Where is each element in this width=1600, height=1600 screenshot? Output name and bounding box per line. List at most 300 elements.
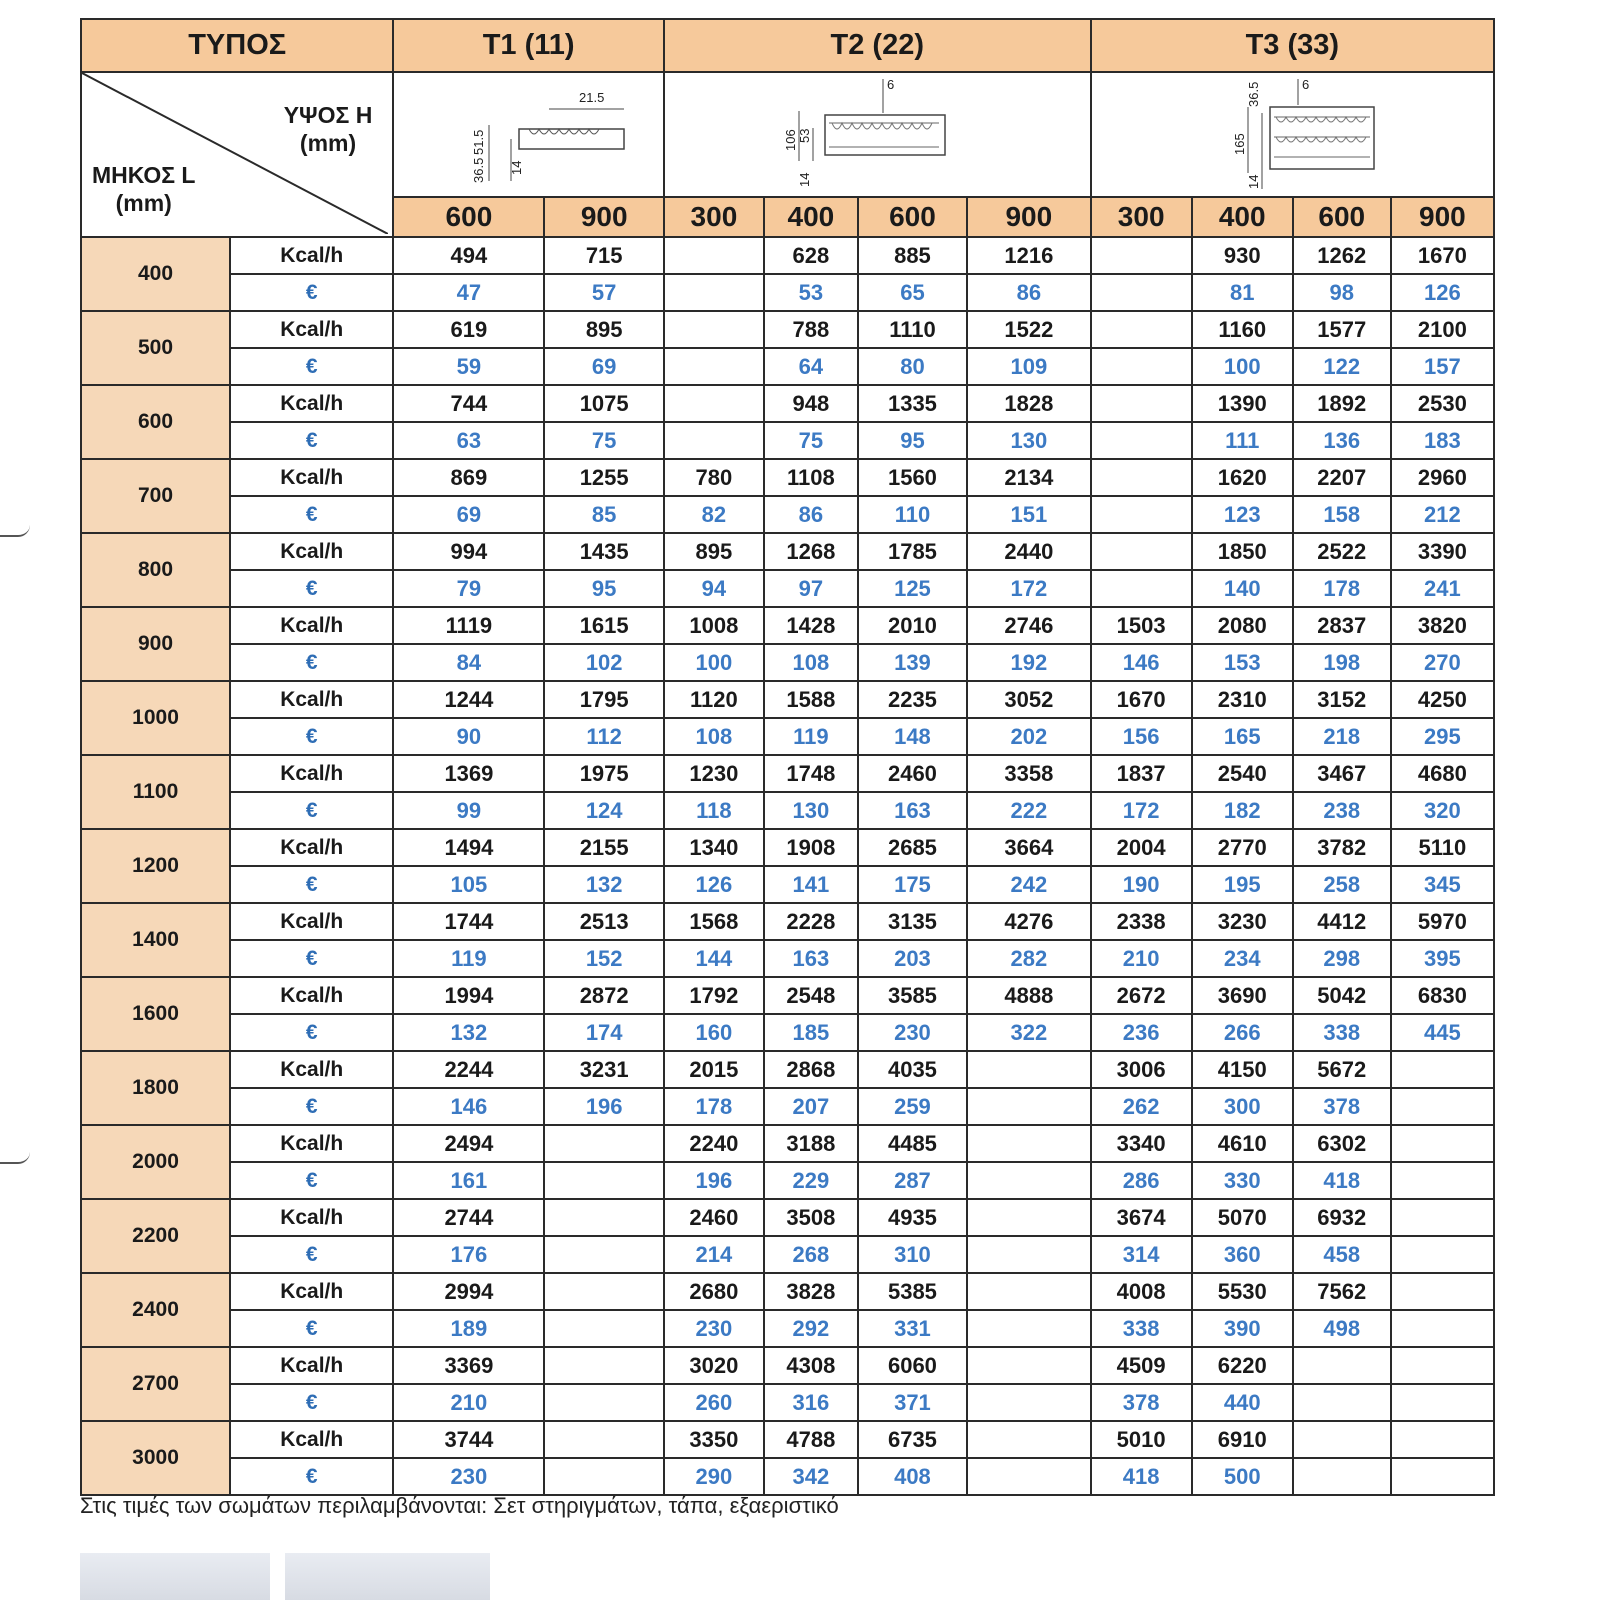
kcal-cell: 628: [764, 237, 858, 274]
kcal-cell: 5110: [1391, 829, 1494, 866]
price-cell: 174: [544, 1014, 663, 1051]
kcal-cell: 2746: [967, 607, 1091, 644]
kcal-cell: 4308: [764, 1347, 858, 1384]
kcal-cell: 4935: [858, 1199, 967, 1236]
price-cell: [1391, 1162, 1494, 1199]
kcal-cell: 4509: [1091, 1347, 1192, 1384]
page-edge-mark: [0, 525, 30, 537]
kcal-cell: [967, 1421, 1091, 1458]
price-cell: 262: [1091, 1088, 1192, 1125]
unit-kcal-label: Kcal/h: [230, 1199, 393, 1236]
kcal-cell: 3508: [764, 1199, 858, 1236]
length-label-line2: (mm): [115, 190, 172, 216]
price-cell: 241: [1391, 570, 1494, 607]
price-cell: 202: [967, 718, 1091, 755]
price-cell: 82: [664, 496, 764, 533]
kcal-cell: 1230: [664, 755, 764, 792]
table-row: [81, 459, 1494, 496]
kcal-cell: [544, 1347, 663, 1384]
kcal-cell: 619: [393, 311, 544, 348]
kcal-cell: 1908: [764, 829, 858, 866]
price-cell: 95: [544, 570, 663, 607]
unit-euro-label: €: [230, 570, 393, 607]
kcal-cell: 1620: [1192, 459, 1293, 496]
table-row: [81, 940, 1494, 977]
kcal-cell: 3350: [664, 1421, 764, 1458]
price-cell: 123: [1192, 496, 1293, 533]
kcal-cell: 2244: [393, 1051, 544, 1088]
product-photo: [80, 1553, 270, 1600]
kcal-cell: 788: [764, 311, 858, 348]
unit-euro-label: €: [230, 496, 393, 533]
kcal-cell: 895: [664, 533, 764, 570]
price-cell: 210: [393, 1384, 544, 1421]
kcal-cell: 6932: [1293, 1199, 1391, 1236]
unit-kcal-label: Kcal/h: [230, 977, 393, 1014]
kcal-cell: [1391, 1125, 1494, 1162]
table-row: [81, 644, 1494, 681]
unit-euro-label: €: [230, 1014, 393, 1051]
table-row: [81, 533, 1494, 570]
kcal-cell: 2494: [393, 1125, 544, 1162]
price-cell: 196: [664, 1162, 764, 1199]
price-cell: 80: [858, 348, 967, 385]
price-cell: 100: [1192, 348, 1293, 385]
kcal-cell: 3006: [1091, 1051, 1192, 1088]
kcal-cell: 2994: [393, 1273, 544, 1310]
price-cell: [1391, 1088, 1494, 1125]
footnote: Στις τιμές των σωμάτων περιλαμβάνονται: Σετ στηριγμάτων, τάπα, εξαεριστικό: [80, 1493, 839, 1518]
length-cell: 900: [81, 607, 230, 681]
kcal-cell: 1588: [764, 681, 858, 718]
price-cell: [1091, 348, 1192, 385]
kcal-cell: 2540: [1192, 755, 1293, 792]
unit-kcal-label: Kcal/h: [230, 1125, 393, 1162]
table-row: [81, 903, 1494, 940]
price-cell: 86: [764, 496, 858, 533]
price-cell: 230: [393, 1458, 544, 1495]
price-cell: 295: [1391, 718, 1494, 755]
group-t1: T1 (11): [393, 19, 664, 72]
price-cell: [1293, 1384, 1391, 1421]
kcal-cell: [544, 1199, 663, 1236]
height-label-line1: ΥΨΟΣ H: [283, 102, 373, 128]
table-row: [81, 1384, 1494, 1421]
price-cell: 259: [858, 1088, 967, 1125]
price-cell: 146: [393, 1088, 544, 1125]
unit-euro-label: €: [230, 348, 393, 385]
t1-profile-diagram: [429, 77, 629, 187]
kcal-cell: 3231: [544, 1051, 663, 1088]
kcal-cell: 780: [664, 459, 764, 496]
price-cell: 108: [664, 718, 764, 755]
kcal-cell: 4888: [967, 977, 1091, 1014]
unit-euro-label: €: [230, 274, 393, 311]
kcal-cell: [664, 385, 764, 422]
price-cell: [544, 1236, 663, 1273]
kcal-cell: 1785: [858, 533, 967, 570]
kcal-cell: [1391, 1199, 1494, 1236]
unit-euro-label: €: [230, 1088, 393, 1125]
unit-kcal-label: Kcal/h: [230, 607, 393, 644]
price-cell: [1091, 570, 1192, 607]
price-cell: [1391, 1310, 1494, 1347]
kcal-cell: 2440: [967, 533, 1091, 570]
price-cell: 64: [764, 348, 858, 385]
table-row: [81, 607, 1494, 644]
kcal-cell: 1255: [544, 459, 663, 496]
price-cell: 196: [544, 1088, 663, 1125]
price-cell: [967, 1088, 1091, 1125]
t2-diagram-cell: [664, 72, 1091, 197]
price-cell: 110: [858, 496, 967, 533]
table-row: [81, 1421, 1494, 1458]
kcal-cell: 2338: [1091, 903, 1192, 940]
kcal-cell: 3674: [1091, 1199, 1192, 1236]
height-header: 900: [967, 197, 1091, 237]
price-cell: 203: [858, 940, 967, 977]
kcal-cell: 1369: [393, 755, 544, 792]
t1-dim-b: 51.5: [470, 129, 486, 155]
price-cell: 139: [858, 644, 967, 681]
kcal-cell: 3782: [1293, 829, 1391, 866]
price-cell: 282: [967, 940, 1091, 977]
price-cell: 63: [393, 422, 544, 459]
unit-euro-label: €: [230, 1384, 393, 1421]
kcal-cell: 3369: [393, 1347, 544, 1384]
kcal-cell: 5672: [1293, 1051, 1391, 1088]
kcal-cell: 7562: [1293, 1273, 1391, 1310]
kcal-cell: 2960: [1391, 459, 1494, 496]
kcal-cell: 3744: [393, 1421, 544, 1458]
t2-dim-d: 14: [797, 172, 813, 187]
price-cell: 108: [764, 644, 858, 681]
price-cell: 100: [664, 644, 764, 681]
kcal-cell: 1577: [1293, 311, 1391, 348]
length-cell: 2700: [81, 1347, 230, 1421]
t2-dim-a: 6: [887, 77, 895, 92]
price-cell: 408: [858, 1458, 967, 1495]
price-cell: [544, 1310, 663, 1347]
kcal-cell: 1160: [1192, 311, 1293, 348]
table-row: [81, 1458, 1494, 1495]
price-cell: 136: [1293, 422, 1391, 459]
kcal-cell: [544, 1273, 663, 1310]
price-cell: 182: [1192, 792, 1293, 829]
price-cell: 310: [858, 1236, 967, 1273]
price-cell: [967, 1310, 1091, 1347]
price-cell: 178: [1293, 570, 1391, 607]
kcal-cell: 3820: [1391, 607, 1494, 644]
price-cell: 183: [1391, 422, 1494, 459]
price-cell: 286: [1091, 1162, 1192, 1199]
price-cell: [1391, 1236, 1494, 1273]
kcal-cell: 6302: [1293, 1125, 1391, 1162]
price-cell: 185: [764, 1014, 858, 1051]
price-cell: 260: [664, 1384, 764, 1421]
table-row: [81, 1199, 1494, 1236]
length-cell: 1400: [81, 903, 230, 977]
kcal-cell: 3152: [1293, 681, 1391, 718]
unit-kcal-label: Kcal/h: [230, 755, 393, 792]
price-cell: 158: [1293, 496, 1391, 533]
unit-kcal-label: Kcal/h: [230, 533, 393, 570]
t1-dim-d: 14: [508, 160, 524, 175]
price-cell: 212: [1391, 496, 1494, 533]
kcal-cell: 5070: [1192, 1199, 1293, 1236]
kcal-cell: [1391, 1051, 1494, 1088]
kcal-cell: [1091, 237, 1192, 274]
price-cell: 292: [764, 1310, 858, 1347]
price-cell: 316: [764, 1384, 858, 1421]
kcal-cell: 4485: [858, 1125, 967, 1162]
length-cell: 1600: [81, 977, 230, 1051]
kcal-cell: 1828: [967, 385, 1091, 422]
kcal-cell: 1615: [544, 607, 663, 644]
price-cell: 160: [664, 1014, 764, 1051]
kcal-cell: 3585: [858, 977, 967, 1014]
price-cell: 112: [544, 718, 663, 755]
price-cell: 119: [764, 718, 858, 755]
kcal-cell: 2548: [764, 977, 858, 1014]
kcal-cell: 1837: [1091, 755, 1192, 792]
price-cell: 102: [544, 644, 663, 681]
kcal-cell: 1795: [544, 681, 663, 718]
price-cell: 290: [664, 1458, 764, 1495]
t2-dim-c: 53: [797, 128, 813, 143]
kcal-cell: 2010: [858, 607, 967, 644]
t2-profile-diagram: [777, 73, 977, 191]
kcal-cell: 3135: [858, 903, 967, 940]
kcal-cell: 930: [1192, 237, 1293, 274]
price-cell: 161: [393, 1162, 544, 1199]
table-row: [81, 866, 1494, 903]
kcal-cell: 4008: [1091, 1273, 1192, 1310]
kcal-cell: [967, 1051, 1091, 1088]
price-cell: 236: [1091, 1014, 1192, 1051]
unit-euro-label: €: [230, 1458, 393, 1495]
kcal-cell: 2770: [1192, 829, 1293, 866]
kcal-cell: [1391, 1347, 1494, 1384]
price-cell: 57: [544, 274, 663, 311]
height-header: 400: [1192, 197, 1293, 237]
height-header: 600: [393, 197, 544, 237]
kcal-cell: 6060: [858, 1347, 967, 1384]
kcal-cell: 1568: [664, 903, 764, 940]
price-cell: [1391, 1458, 1494, 1495]
unit-kcal-label: Kcal/h: [230, 903, 393, 940]
kcal-cell: 1268: [764, 533, 858, 570]
price-cell: 178: [664, 1088, 764, 1125]
price-cell: 210: [1091, 940, 1192, 977]
unit-kcal-label: Kcal/h: [230, 1347, 393, 1384]
length-label: [92, 161, 195, 217]
page-edge-mark: [0, 1152, 30, 1164]
price-cell: 192: [967, 644, 1091, 681]
kcal-cell: [1091, 533, 1192, 570]
price-cell: [664, 422, 764, 459]
kcal-cell: 1119: [393, 607, 544, 644]
price-cell: [1293, 1458, 1391, 1495]
corner-cell: [81, 72, 393, 237]
price-cell: 300: [1192, 1088, 1293, 1125]
unit-kcal-label: Kcal/h: [230, 829, 393, 866]
kcal-cell: 2235: [858, 681, 967, 718]
table-row: [81, 1310, 1494, 1347]
kcal-cell: 2460: [664, 1199, 764, 1236]
kcal-cell: 1428: [764, 607, 858, 644]
kcal-cell: [544, 1421, 663, 1458]
kcal-cell: 1262: [1293, 237, 1391, 274]
price-cell: 378: [1091, 1384, 1192, 1421]
price-cell: 148: [858, 718, 967, 755]
kcal-cell: 1994: [393, 977, 544, 1014]
kcal-cell: 4680: [1391, 755, 1494, 792]
price-cell: [967, 1384, 1091, 1421]
kcal-cell: [664, 237, 764, 274]
price-cell: 320: [1391, 792, 1494, 829]
kcal-cell: 3358: [967, 755, 1091, 792]
kcal-cell: 869: [393, 459, 544, 496]
price-cell: 342: [764, 1458, 858, 1495]
length-cell: 800: [81, 533, 230, 607]
height-header: 900: [544, 197, 663, 237]
table-row: [81, 1125, 1494, 1162]
price-cell: 230: [858, 1014, 967, 1051]
price-cell: 85: [544, 496, 663, 533]
kcal-cell: 1892: [1293, 385, 1391, 422]
height-header: 300: [664, 197, 764, 237]
price-cell: 69: [393, 496, 544, 533]
price-cell: [1091, 274, 1192, 311]
kcal-cell: 1670: [1391, 237, 1494, 274]
unit-kcal-label: Kcal/h: [230, 459, 393, 496]
kcal-cell: 3052: [967, 681, 1091, 718]
unit-euro-label: €: [230, 1162, 393, 1199]
price-cell: 125: [858, 570, 967, 607]
table-row: [81, 718, 1494, 755]
kcal-cell: [1293, 1421, 1391, 1458]
kcal-cell: 2080: [1192, 607, 1293, 644]
length-cell: 700: [81, 459, 230, 533]
unit-kcal-label: Kcal/h: [230, 1421, 393, 1458]
price-cell: 258: [1293, 866, 1391, 903]
t3-dim-a: 36.5: [1246, 81, 1262, 107]
kcal-cell: 1008: [664, 607, 764, 644]
unit-euro-label: €: [230, 866, 393, 903]
length-cell: 2000: [81, 1125, 230, 1199]
kcal-cell: [967, 1347, 1091, 1384]
kcal-cell: 1494: [393, 829, 544, 866]
table-row: [81, 755, 1494, 792]
price-cell: 109: [967, 348, 1091, 385]
kcal-cell: 5010: [1091, 1421, 1192, 1458]
price-cell: 111: [1192, 422, 1293, 459]
price-cell: 207: [764, 1088, 858, 1125]
price-cell: 119: [393, 940, 544, 977]
price-cell: 314: [1091, 1236, 1192, 1273]
kcal-cell: 5970: [1391, 903, 1494, 940]
type-label: ΤΥΠΟΣ: [81, 19, 393, 72]
price-cell: 287: [858, 1162, 967, 1199]
height-label-line2: (mm): [299, 130, 357, 156]
price-cell: 176: [393, 1236, 544, 1273]
kcal-cell: 2837: [1293, 607, 1391, 644]
price-cell: 322: [967, 1014, 1091, 1051]
table-row: [81, 385, 1494, 422]
unit-euro-label: €: [230, 792, 393, 829]
kcal-cell: 3230: [1192, 903, 1293, 940]
kcal-cell: 1340: [664, 829, 764, 866]
price-cell: 47: [393, 274, 544, 311]
height-header: 400: [764, 197, 858, 237]
kcal-cell: 3467: [1293, 755, 1391, 792]
kcal-cell: 3828: [764, 1273, 858, 1310]
kcal-cell: 1670: [1091, 681, 1192, 718]
radiator-table: [80, 18, 1495, 1496]
kcal-cell: [1391, 1273, 1494, 1310]
price-cell: 330: [1192, 1162, 1293, 1199]
kcal-cell: [1293, 1347, 1391, 1384]
kcal-cell: 2744: [393, 1199, 544, 1236]
price-cell: 75: [544, 422, 663, 459]
t1-dim-c: 36.5: [470, 157, 486, 183]
kcal-cell: 1850: [1192, 533, 1293, 570]
price-cell: 86: [967, 274, 1091, 311]
height-header: 300: [1091, 197, 1192, 237]
price-cell: 165: [1192, 718, 1293, 755]
price-cell: 75: [764, 422, 858, 459]
kcal-cell: 715: [544, 237, 663, 274]
height-label: [284, 101, 373, 157]
kcal-cell: [967, 1125, 1091, 1162]
kcal-cell: 1110: [858, 311, 967, 348]
price-cell: [1391, 1384, 1494, 1421]
table-row: [81, 1236, 1494, 1273]
unit-kcal-label: Kcal/h: [230, 311, 393, 348]
table-row: [81, 237, 1494, 274]
kcal-cell: 2672: [1091, 977, 1192, 1014]
price-cell: 345: [1391, 866, 1494, 903]
kcal-cell: 4035: [858, 1051, 967, 1088]
table-row: [81, 496, 1494, 533]
kcal-cell: [967, 1273, 1091, 1310]
price-cell: 458: [1293, 1236, 1391, 1273]
price-cell: [544, 1162, 663, 1199]
unit-kcal-label: Kcal/h: [230, 681, 393, 718]
kcal-cell: 1108: [764, 459, 858, 496]
kcal-cell: 2100: [1391, 311, 1494, 348]
kcal-cell: 2134: [967, 459, 1091, 496]
price-cell: 390: [1192, 1310, 1293, 1347]
price-cell: 445: [1391, 1014, 1494, 1051]
price-cell: 268: [764, 1236, 858, 1273]
price-cell: 126: [664, 866, 764, 903]
price-cell: 266: [1192, 1014, 1293, 1051]
table-row: [81, 829, 1494, 866]
price-cell: 238: [1293, 792, 1391, 829]
price-cell: 132: [544, 866, 663, 903]
price-cell: 98: [1293, 274, 1391, 311]
price-cell: 331: [858, 1310, 967, 1347]
length-cell: 1800: [81, 1051, 230, 1125]
price-cell: 152: [544, 940, 663, 977]
kcal-cell: 1503: [1091, 607, 1192, 644]
price-cell: [1091, 496, 1192, 533]
kcal-cell: 895: [544, 311, 663, 348]
price-cell: 163: [764, 940, 858, 977]
height-header: 900: [1391, 197, 1494, 237]
